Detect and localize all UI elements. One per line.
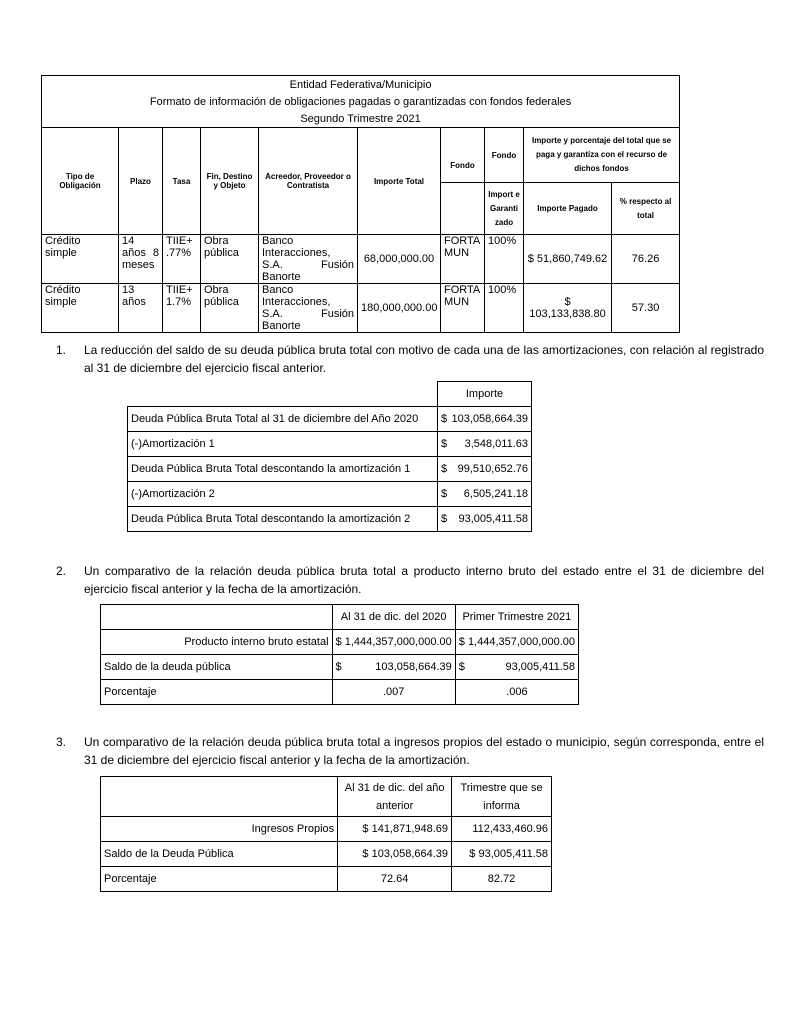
col-header-tasa: Tasa: [163, 128, 201, 235]
col-header-porcentaje: % respecto al total: [612, 183, 680, 235]
row-value-2: $ 93,005,411.58: [452, 842, 552, 867]
table-row: [101, 817, 552, 842]
gdp-comparison-table: [100, 604, 579, 705]
currency-sign: $: [441, 488, 448, 500]
cell-garantizado: 100%: [485, 235, 524, 284]
row-value-cell-2: [455, 655, 578, 680]
empty-header-cell: [128, 382, 438, 407]
list-text: Un comparativo de la relación deuda pública bruta total a ingresos propios del estado o municipio, según corresponda, entre el 31 de diciembre del ejercicio fiscal anterior y la fecha de la amortización.: [84, 735, 764, 767]
cell-acreedor: Banco Interacciones, S.A. Fusión Banorte: [259, 235, 358, 284]
row-value-cell: [438, 407, 532, 432]
cell-fin: Obra pública: [201, 284, 259, 333]
currency-sign: $: [441, 438, 448, 450]
currency-sign: $: [458, 661, 465, 673]
cell-importe-total: 180,000,000.00: [358, 284, 441, 333]
row-label: Deuda Pública Bruta Total descontando la amortización 2: [128, 507, 438, 532]
table-subtitle: Formato de información de obligaciones pagadas o garantizadas con fondos federales: [42, 93, 680, 110]
cell-fin: Obra pública: [201, 235, 259, 284]
row-label: Deuda Pública Bruta Total al 31 de diciembre del Año 2020: [128, 407, 438, 432]
cell-importe-total: 68,000,000.00: [358, 235, 441, 284]
col-header-importe-pagado: Importe Pagado: [524, 183, 612, 235]
obligations-table: [41, 75, 680, 333]
table-row: [128, 407, 532, 432]
cell-fondo: FORTA MUN: [441, 235, 485, 284]
col-header-acreedor: Acreedor, Proveedor o Contratista: [259, 128, 358, 235]
row-label: Porcentaje: [101, 680, 333, 705]
list-text: La reducción del saldo de su deuda pública bruta total con motivo de cada una de las amortizaciones, con relación al registrado al 31 de diciembre del ejercicio fiscal anterior.: [84, 343, 764, 375]
table-row: [101, 842, 552, 867]
cell-fondo: FORTA MUN: [441, 284, 485, 333]
row-label: Ingresos Propios: [101, 817, 338, 842]
cell-porcentaje: 57.30: [612, 284, 680, 333]
row-label: (-)Amortización 1: [128, 432, 438, 457]
table-period: Segundo Trimestre 2021: [42, 110, 680, 128]
row-value-1: $ 141,871,948.69: [338, 817, 452, 842]
col-header-dic-anterior: Al 31 de dic. del año anterior: [338, 777, 452, 817]
row-value: 6,505,241.18: [463, 488, 528, 500]
col-header-fondo-2: Fondo: [485, 128, 524, 183]
currency-sign: $: [441, 463, 448, 475]
cell-porcentaje: 76.26: [612, 235, 680, 284]
row-value-cell: [438, 432, 532, 457]
table-title: Entidad Federativa/Municipio: [42, 76, 680, 94]
cell-tasa: TIIE+ .77%: [163, 235, 201, 284]
currency-sign: $: [441, 413, 448, 425]
row-value: 99,510,652.76: [457, 463, 528, 475]
row-label: Deuda Pública Bruta Total descontando la amortización 1: [128, 457, 438, 482]
fondo-empty-cell: [441, 183, 485, 235]
cell-tasa: TIIE+ 1.7%: [163, 284, 201, 333]
cell-tipo: Crédito simple: [42, 284, 119, 333]
col-header-fin: Fin, Destino y Objeto: [201, 128, 259, 235]
row-value-1: $ 1,444,357,000,000.00: [332, 630, 455, 655]
table-row: [101, 630, 579, 655]
table-row: [128, 507, 532, 532]
cell-importe-pagado: $ 51,860,749.62: [524, 235, 612, 284]
table-row: [128, 432, 532, 457]
row-value-1: .007: [332, 680, 455, 705]
cell-importe-pagado: $ 103,133,838.80: [524, 284, 612, 333]
col-header-dic-2020: Al 31 de dic. del 2020: [332, 605, 455, 630]
row-value: 3,548,011.63: [464, 438, 528, 450]
cell-acreedor: Banco Interacciones, S.A. Fusión Banorte: [259, 284, 358, 333]
col-header-importe: Importe: [438, 382, 532, 407]
row-value-2: 112,433,460.96: [452, 817, 552, 842]
table-row: [128, 482, 532, 507]
amortization-table: [127, 381, 532, 532]
row-value-1: 72.64: [338, 867, 452, 892]
currency-sign: $: [335, 661, 342, 673]
row-value-1: $ 103,058,664.39: [338, 842, 452, 867]
table-row: [128, 457, 532, 482]
table-row: [101, 655, 579, 680]
table-row: [101, 867, 552, 892]
list-number: 3.: [56, 735, 67, 749]
row-label: Saldo de la deuda pública: [101, 655, 333, 680]
list-number: 2.: [56, 564, 67, 578]
row-label: Saldo de la Deuda Pública: [101, 842, 338, 867]
row-value-1: 103,058,664.39: [375, 661, 452, 673]
cell-plazo: 13 años: [119, 284, 163, 333]
col-header-tipo: Tipo de Obligación: [42, 128, 119, 235]
col-header-importe-porcentaje: Importe y porcentaje del total que se paga y garantiza con el recurso de dichos fondos: [524, 128, 680, 183]
cell-garantizado: 100%: [485, 284, 524, 333]
row-value-cell: [438, 507, 532, 532]
col-header-trimestre-informa: Trimestre que se informa: [452, 777, 552, 817]
table-row: [42, 284, 680, 333]
row-value: 103,058,664.39: [451, 413, 528, 425]
empty-header-cell: [101, 777, 338, 817]
row-label: Porcentaje: [101, 867, 338, 892]
row-value-cell: [438, 482, 532, 507]
row-label: Producto interno bruto estatal: [101, 630, 333, 655]
list-text: Un comparativo de la relación deuda pública bruta total a producto interno bruto del estado entre el 31 de diciembre del ejercicio fiscal anterior y la fecha de la amortización.: [84, 564, 764, 596]
row-value-2: 82.72: [452, 867, 552, 892]
table-row: [101, 680, 579, 705]
row-label: (-)Amortización 2: [128, 482, 438, 507]
col-header-fondo: Fondo: [441, 128, 485, 183]
own-income-comparison-table: [100, 776, 552, 892]
row-value-2: $ 1,444,357,000,000.00: [455, 630, 578, 655]
col-header-importe-total: Importe Total: [358, 128, 441, 235]
row-value-cell: [438, 457, 532, 482]
empty-header-cell: [101, 605, 333, 630]
row-value-2: 93,005,411.58: [505, 661, 575, 673]
table-row: [42, 235, 680, 284]
row-value-2: .006: [455, 680, 578, 705]
cell-plazo: 14 años 8 meses: [119, 235, 163, 284]
col-header-plazo: Plazo: [119, 128, 163, 235]
col-header-importe-garantizado: Import e Garanti zado: [485, 183, 524, 235]
list-number: 1.: [56, 343, 67, 357]
row-value-cell-1: [332, 655, 455, 680]
cell-tipo: Crédito simple: [42, 235, 119, 284]
row-value: 93,005,411.58: [458, 513, 528, 525]
col-header-primer-trimestre: Primer Trimestre 2021: [455, 605, 578, 630]
currency-sign: $: [441, 513, 448, 525]
